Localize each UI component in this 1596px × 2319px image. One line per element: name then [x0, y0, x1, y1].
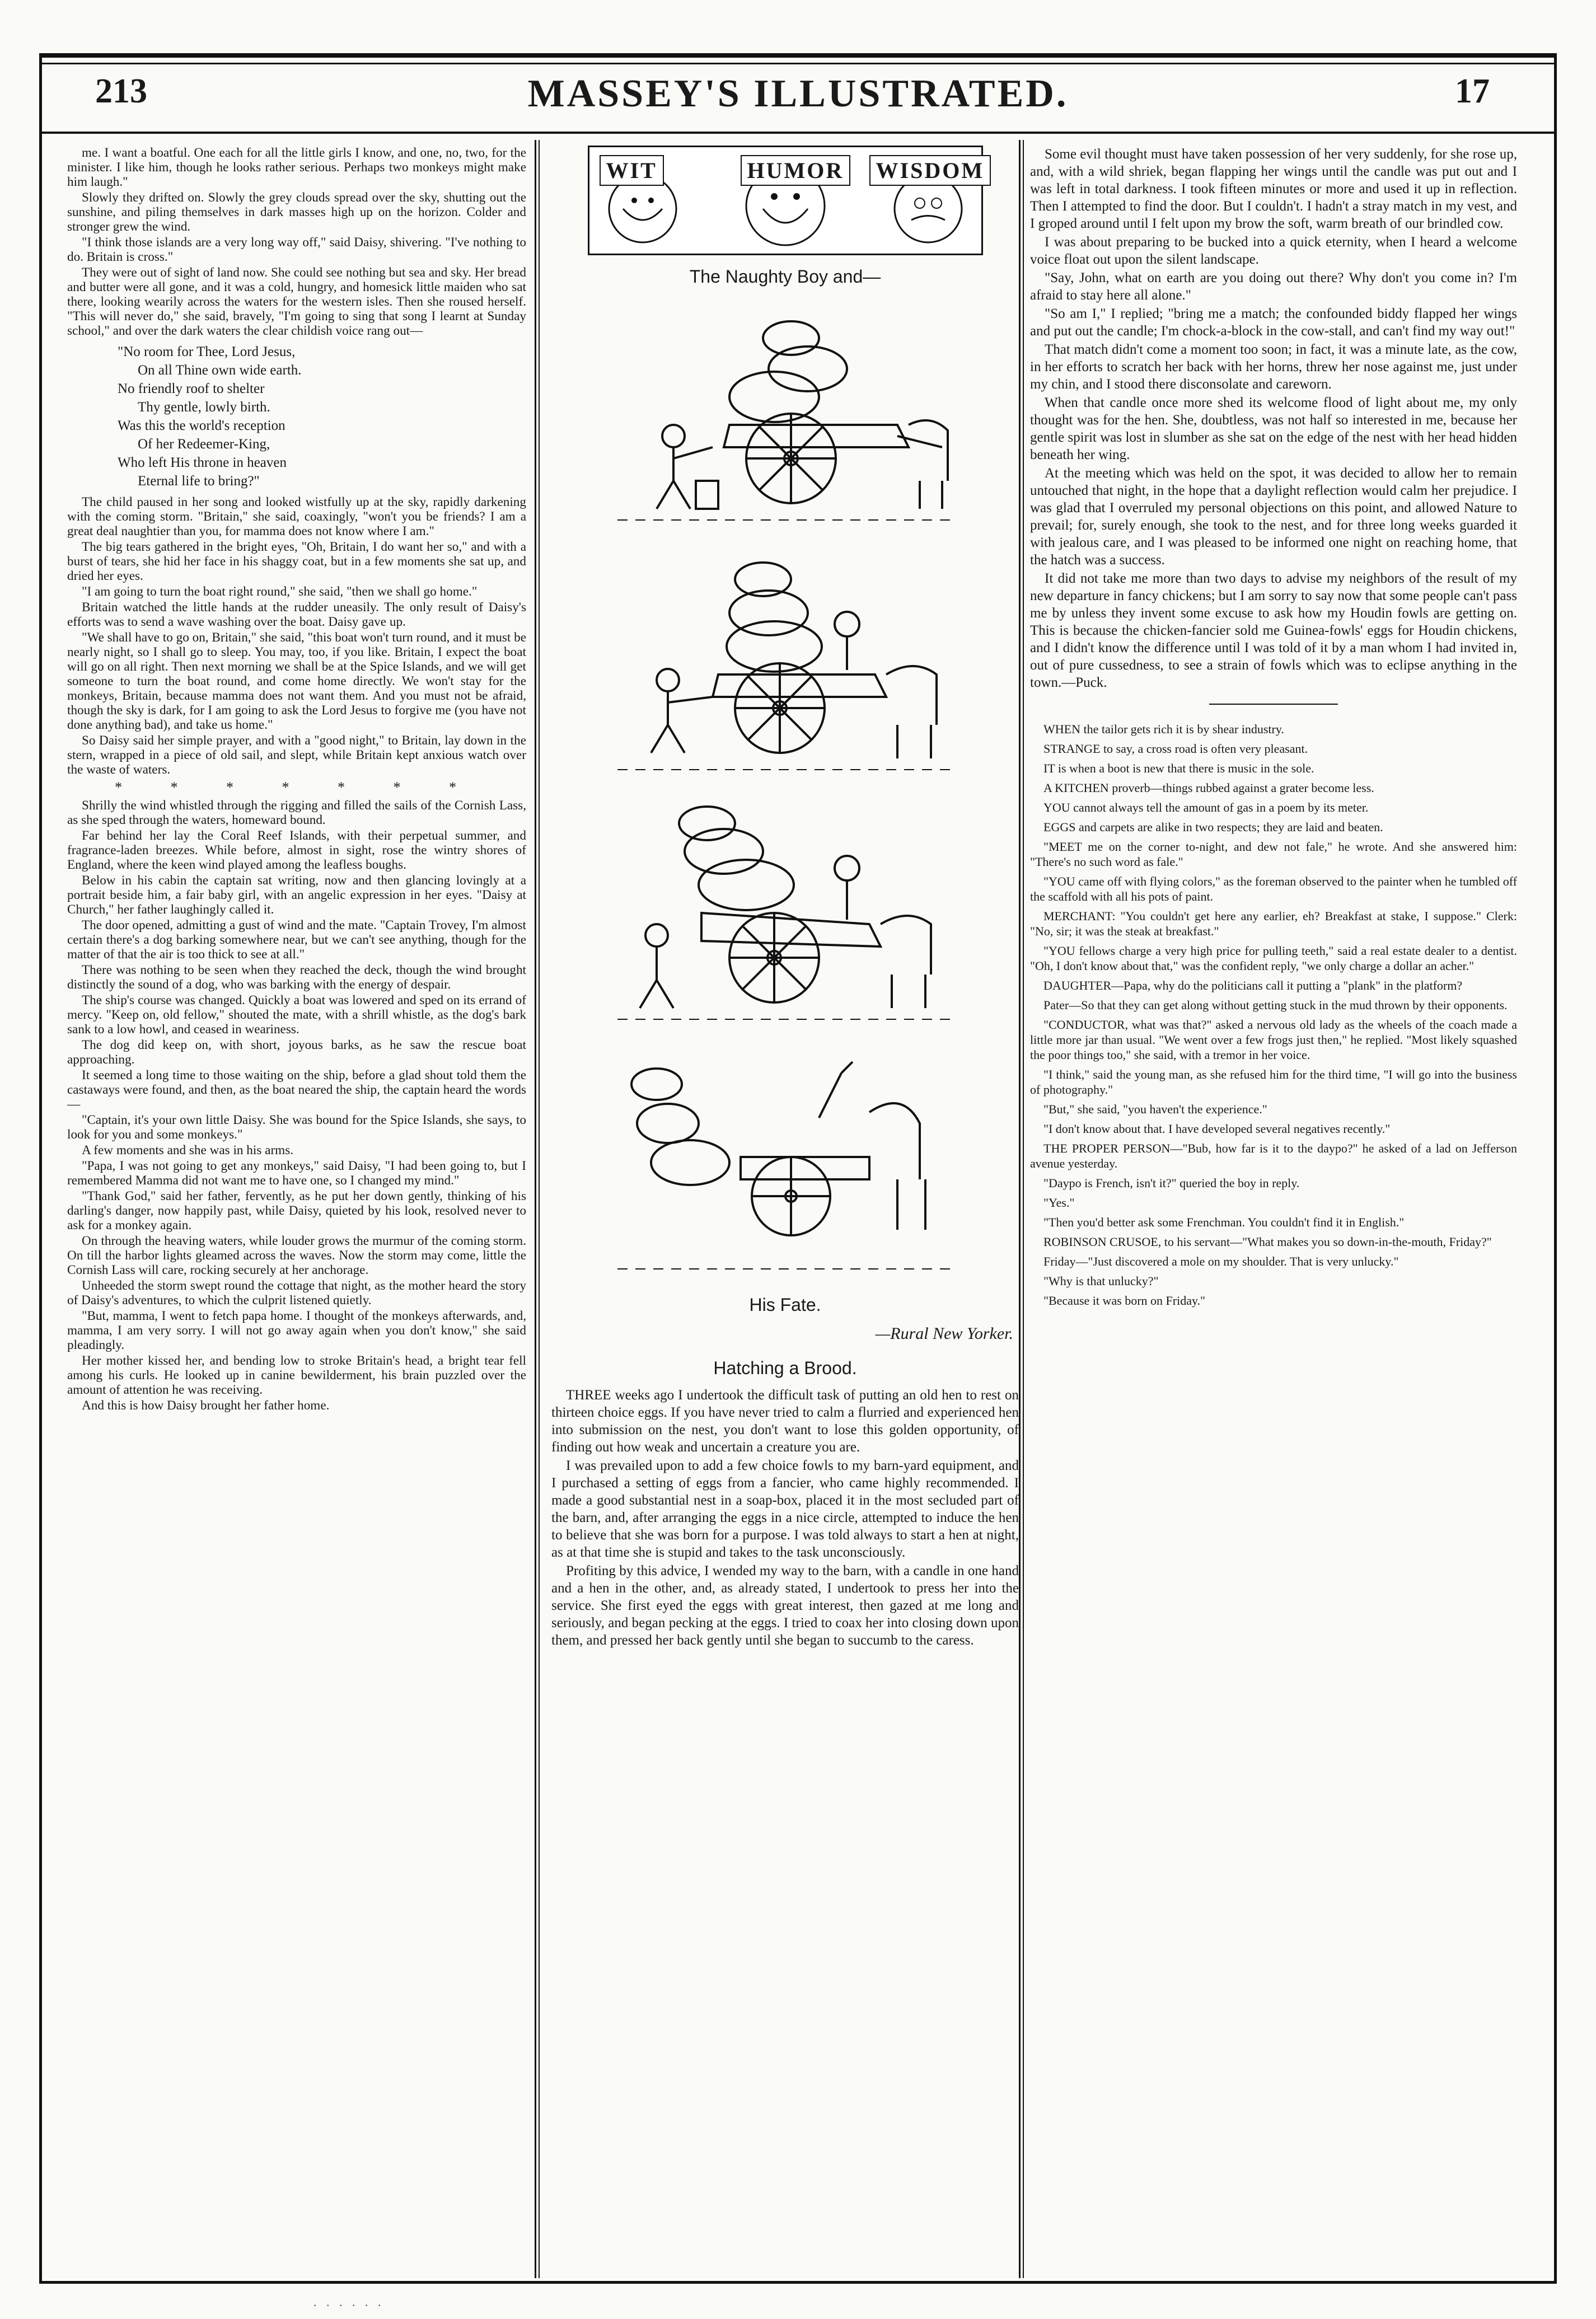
verse-line: Eternal life to bring?"	[138, 474, 260, 489]
joke-item: "I think," said the young man, as she refused him for the third time, "I will go into the business of photography."	[1030, 1067, 1517, 1097]
hymn-verse	[118, 343, 526, 490]
joke-item: "YOU fellows charge a very high price for pulling teeth," said a real estate dealer to a dentist. "Oh, I don't know about that," was the confident reply, "we only charge a dollar an acher."	[1030, 944, 1517, 973]
paragraph: "Captain, it's your own little Daisy. She was bound for the Spice Islands, she says, to look for you and some monkeys."	[67, 1113, 526, 1142]
paragraph: Far behind her lay the Coral Reef Islands, with their perpetual summer, and fragrance-laden breezes. While before, almost in sight, rose the wintry shores of England, where the keen wind played among the leafless boughs.	[67, 828, 526, 872]
story-paragraphs-b	[67, 495, 526, 777]
verse-line: Was this the world's reception	[118, 418, 285, 433]
joke-item: "CONDUCTOR, what was that?" asked a nervous old lady as the wheels of the coach made a little more jar than usual. "We went over a few frogs just then," he replied. "Most likely squashed the poor things too," she said, with a tremor in her voice.	[1030, 1018, 1517, 1062]
paragraph: The ship's course was changed. Quickly a boat was lowered and sped on its errand of mercy. "Keep on, old fellow," shouted the mate, with a shrill whistle, as the dog's bark sank to a low howl, and ceased in weariness.	[67, 993, 526, 1037]
story-paragraphs-a	[67, 146, 526, 338]
banner-word-wit: WIT	[600, 155, 664, 186]
paragraph: "Papa, I was not going to get any monkeys," said Daisy, "I had been going to, but I remembered Mamma did not want me to have one, so I changed my mind."	[67, 1159, 526, 1188]
joke-item: Friday—"Just discovered a mole on my shoulder. That is very unlucky."	[1043, 1254, 1399, 1268]
joke-item: Pater—So that they can get along without getting stuck in the mud thrown by their opponents.	[1043, 998, 1508, 1012]
paragraph: "But, mamma, I went to fetch papa home. I thought of the monkeys afterwards, and, mamma, I am very sorry. I will not go away again when you don't know," she said pleadingly.	[67, 1309, 526, 1352]
top-rule-thin	[39, 63, 1557, 64]
paragraph: The child paused in her song and looked wistfully up at the sky, rapidly darkening with the coming storm. "Britain," she said, coaxingly, "won't you be friends? I am a great deal naughtier than you, for mamma does not know where I am."	[67, 495, 526, 538]
joke-item: DAUGHTER—Papa, why do the politicians call it putting a "plank" in the platform?	[1043, 978, 1463, 992]
paragraph: Below in his cabin the captain sat writing, now and then glancing lovingly at a portrait beside him, a fair baby girl, with an angelic expression in her eyes. "Daisy at Church," her father laughingly called it.	[67, 873, 526, 917]
footer-dots: . . . . . .	[313, 2295, 385, 2309]
paragraph: So Daisy said her simple prayer, and with a "good night," to Britain, lay down in the stern, wrapped in a piece of old sail, and slept, while Britain kept anxious watch over the waste of waters.	[67, 733, 526, 777]
paragraph: When that candle once more shed its welcome flood of light about me, my only thought was for the hen. She, doubtless, was not half so interested in me, because her gentle spirit was lost in slumber as she sat on the edge of the nest with her head hidden beneath her wing.	[1030, 395, 1517, 462]
wit-humor-wisdom-banner	[588, 146, 983, 255]
joke-item: STRANGE to say, a cross road is often very pleasant.	[1043, 742, 1308, 756]
paragraph: And this is how Daisy brought her father home.	[82, 1398, 330, 1413]
paragraph: On through the heaving waters, while louder grows the murmur of the coming storm. On till the harbor lights gleamed across the waves. Now the storm may come, little the Cornish Lass will care, rocking securely at her anchorage.	[67, 1234, 526, 1277]
verse-line: No friendly roof to shelter	[118, 381, 265, 396]
paragraph: me. I want a boatful. One each for all the little girls I know, and one, no, two, for the minister. I like him, though he looks rather serious. Perhaps two monkeys might make him laugh."	[67, 146, 526, 189]
paragraph: "Thank God," said her father, fervently, as he put her down gently, thinking of his darling's danger, now happily past, while Daisy, quieted by his look, resolved never to ask for a monkey again.	[67, 1189, 526, 1233]
verse-line: On all Thine own wide earth.	[138, 363, 302, 378]
caption-naughty-boy: The Naughty Boy and—	[689, 266, 881, 287]
paragraph: At the meeting which was held on the spot, it was decided to allow her to remain untouched that night, in the hope that a daylight reflection would calm her prejudice. I was glad that I overruled my personal objections on this point, and allowed Nature to prevail; for, surely enough, she took to the nest, and for three long weeks guarded it with jealous care, and I was pleased to be informed one night on reaching home, that the hatch was a success.	[1030, 466, 1517, 568]
banner-word-wisdom: WISDOM	[869, 155, 991, 186]
column-story-daisy	[67, 146, 526, 1414]
masthead-title: MASSEY'S ILLUSTRATED.	[527, 72, 1069, 115]
joke-item: "But," she said, "you haven't the experience."	[1043, 1102, 1267, 1116]
paragraph: I was prevailed upon to add a few choice fowls to my barn-yard equipment, and I purchased a setting of eggs from a fancier, who came highly recommended. I made a good substantial nest in a soap-box, placed it in the most secluded part of the barn, and, after arranging the eggs in a nice circle, attempted to induce the hen to believe that she was born for a purpose. I was told always to start a hen at night, as at that time she is stupid and takes to the task unconsciously.	[551, 1458, 1019, 1560]
joke-item: THE PROPER PERSON—"Bub, how far is it to the daypo?" he asked of a lad on Jefferson avenue yesterday.	[1030, 1141, 1517, 1170]
cart-illustration-1	[606, 296, 965, 526]
joke-item: IT is when a boot is new that there is music in the sole.	[1043, 761, 1314, 775]
top-rule	[39, 53, 1557, 58]
paragraph: THREE weeks ago I undertook the difficult task of putting an old hen to rest on thirteen choice eggs. If you have never tried to calm a flurried and experienced hen into submission on the nest, you don't want to lose this golden opportunity, of finding out how weak and uncertain a creature you are.	[551, 1388, 1019, 1455]
banner-word-humor: HUMOR	[741, 155, 851, 186]
paragraph: There was nothing to be seen when they reached the deck, though the wind brought distinctly the sound of a dog, who was barking with the energy of despair.	[67, 963, 526, 992]
joke-item: ROBINSON CRUSOE, to his servant—"What makes you so down-in-the-mouth, Friday?"	[1043, 1235, 1492, 1249]
credit-rural-new-yorker: —Rural New Yorker.	[875, 1324, 1013, 1343]
joke-item: "I don't know about that. I have developed several negatives recently."	[1043, 1122, 1391, 1136]
paragraph: Unheeded the storm swept round the cottage that night, as the mother heard the story of Daisy's adventures, to which the culprit listened quietly.	[67, 1278, 526, 1308]
header-rule	[39, 132, 1557, 134]
joke-item: A KITCHEN proverb—things rubbed against a grater become less.	[1043, 781, 1374, 795]
paragraph: It seemed a long time to those waiting on the ship, before a glad shout told them the castaways were found, and then, as the boat neared the ship, the captain heard the words—	[67, 1068, 526, 1112]
heading-hatching-a-brood: Hatching a Brood.	[713, 1358, 857, 1378]
column-rule-1b	[539, 140, 540, 2278]
hatching-paragraphs	[551, 1386, 1019, 1649]
joke-item: WHEN the tailor gets rich it is by shear industry.	[1043, 722, 1284, 736]
paragraph: Shrilly the wind whistled through the rigging and filled the sails of the Cornish Lass, as she sped through the waters, homeward bound.	[67, 798, 526, 827]
frame-bottom	[39, 2281, 1557, 2284]
paragraph: Slowly they drifted on. Slowly the grey clouds spread over the sky, shutting out the sunshine, and piling themselves in dark masses high up on the horizon. Colder and stronger grew the wind.	[67, 190, 526, 234]
paragraph: The dog did keep on, with short, joyous barks, as he saw the rescue boat approaching.	[67, 1038, 526, 1067]
paragraph: Profiting by this advice, I wended my way to the barn, with a candle in one hand and a hen in the other, and, as already stated, I undertook to press her into the service. She first eyed the eggs with great interest, then gazed at me long and seriously, and began pecking at the eggs. I tried to coax her into closing down upon them, and pressed her back gently until she began to succumb to the caress.	[551, 1563, 1019, 1648]
paragraph: I was about preparing to be bucked into a quick eternity, when I heard a welcome voice float out upon the silent landscape.	[1030, 235, 1517, 267]
joke-item: EGGS and carpets are alike in two respects; they are laid and beaten.	[1043, 820, 1383, 834]
paragraph: "So am I," I replied; "bring me a match; the confounded biddy flapped her wings and put out the candle; I'm chock-a-block in the cow-stall, and can't find my way out!"	[1030, 306, 1517, 339]
verse-line: "No room for Thee, Lord Jesus,	[118, 344, 296, 359]
caption-his-fate: His Fate.	[749, 1295, 821, 1315]
joke-item: "MEET me on the corner to-night, and dew not fale," he wrote. And she answered him: "There's no such word as fale."	[1030, 840, 1517, 869]
paragraph: Britain watched the little hands at the rudder uneasily. The only result of Daisy's efforts was to send a wave washing over the boat. Daisy gave up.	[67, 600, 526, 629]
joke-item: YOU cannot always tell the amount of gas in a poem by its meter.	[1043, 800, 1369, 814]
paragraph: They were out of sight of land now. She could see nothing but sea and sky. Her bread and butter were all gone, and it was a cold, hungry, and homesick little maiden who sat there, looking wearily across the waters for the western isles. Then she roused herself. "This will never do," she said, bravely, "I'm going to sing that song I learnt at Sunday school," and over the dark waters the clear childish voice rang out—	[67, 265, 526, 338]
section-divider	[1209, 704, 1338, 705]
cart-illustration-2	[606, 546, 965, 775]
joke-item: "YOU came off with flying colors," as the foreman observed to the painter when he tumbled off the scaffold with all his pots of paint.	[1030, 874, 1517, 903]
cart-illustration-3	[606, 795, 965, 1025]
column-wit-humor	[551, 146, 1019, 1650]
paragraph: "We shall have to go on, Britain," she said, "this boat won't turn round, and it must be nearly night, so I shall go to sleep. You may, too, if you like. Britain, I expect the boat will go on all right. Then next morning we shall be at the Spice Islands, and we will get someone to turn the boat round, and come home directly. We won't stay for the monkeys, Britain, because mamma does not want them. And you must not be afraid, though the sky is dark, for I am going to ask the Lord Jesus to forgive me (you have not done anything bad), and take us home."	[67, 630, 526, 732]
column-rule-2	[1019, 140, 1021, 2278]
paragraph: It did not take me more than two days to advise my neighbors of the result of my new departure in fancy chickens; but I am sorry to say now that some people can't pass me by unless they invent some excuse to ask how my Houdin fowls are getting on. This is because the chicken-fancier sold me Guinea-fowls' eggs for Houdin chickens, and I didn't know the difference until I was told of it by a man whom I had invited in, out of pure cussedness, to see a strain of fowls which was to eclipse anything in the town.—Puck.	[1030, 571, 1517, 690]
page-header	[39, 72, 1557, 128]
column-hatching-continued	[1030, 146, 1517, 1313]
story-paragraphs-c	[67, 798, 526, 1413]
verse-line: Who left His throne in heaven	[118, 455, 287, 470]
paragraph: Some evil thought must have taken possession of her very suddenly, for she rose up, and, with a wild shriek, began flapping her wings until the candle was put out and I was left in total darkness. I took fifteen minutes or more and used it up in reflection. Then I attempted to find the door. But I couldn't. I hadn't a stray match in my vest, and I groped around until I felt upon my brow the soft, warm breath of our brindled cow.	[1030, 147, 1517, 231]
verse-line: Thy gentle, lowly birth.	[138, 400, 270, 415]
paragraph: A few moments and she was in his arms.	[82, 1143, 294, 1158]
jokes-list	[1030, 722, 1517, 1308]
joke-item: "Because it was born on Friday."	[1043, 1294, 1206, 1308]
page-number-left: 213	[95, 72, 147, 110]
frame-right	[1554, 53, 1557, 2284]
paragraph: The big tears gathered in the bright eyes, "Oh, Britain, I do want her so," and with a burst of tears, she hid her face in his shaggy coat, but in a few moments she sat up, and dried her eyes.	[67, 540, 526, 583]
verse-line: Of her Redeemer-King,	[138, 437, 270, 452]
section-break-stars: * * * * * * *	[115, 779, 479, 795]
paragraph: Her mother kissed her, and bending low to stroke Britain's head, a bright tear fell among his curls. He looked up in canine bewilderment, his brain puzzled over the amount of attention he was receiving.	[67, 1353, 526, 1397]
joke-item: "Daypo is French, isn't it?" queried the boy in reply.	[1043, 1176, 1300, 1190]
joke-item: MERCHANT: "You couldn't get here any earlier, eh? Breakfast at stake, I suppose." Clerk: "No, sir; it was the steak at breakfast."	[1030, 909, 1517, 938]
page-number-right: 17	[1455, 72, 1490, 110]
frame-left	[39, 53, 42, 2284]
joke-item: "Yes."	[1043, 1196, 1075, 1210]
column-rule-1	[535, 140, 536, 2278]
hatching-continued-paragraphs	[1030, 146, 1517, 691]
joke-item: "Why is that unlucky?"	[1043, 1274, 1159, 1288]
cart-illustration-4	[606, 1045, 965, 1275]
joke-item: "Then you'd better ask some Frenchman. You couldn't find it in English."	[1043, 1215, 1405, 1229]
paragraph: "I think those islands are a very long way off," said Daisy, shivering. "I've nothing to do. Britain is cross."	[67, 235, 526, 264]
paragraph: The door opened, admitting a gust of wind and the mate. "Captain Trovey, I'm almost certain there's a dog barking somewhere near, but we can't see anything, though for the matter of that the air is too thick to see at all."	[67, 918, 526, 962]
paragraph: "I am going to turn the boat right round," she said, "then we shall go home."	[82, 584, 478, 599]
paragraph: "Say, John, what on earth are you doing out there? Why don't you come in? I'm afraid to stay here all alone."	[1030, 270, 1517, 303]
paragraph: That match didn't come a moment too soon; in fact, it was a minute late, as the cow, in her efforts to scratch her back with her horns, threw her nose against me, just under my chin, and I stood there disconsolate and careworn.	[1030, 342, 1517, 392]
column-rule-2b	[1023, 140, 1024, 2278]
